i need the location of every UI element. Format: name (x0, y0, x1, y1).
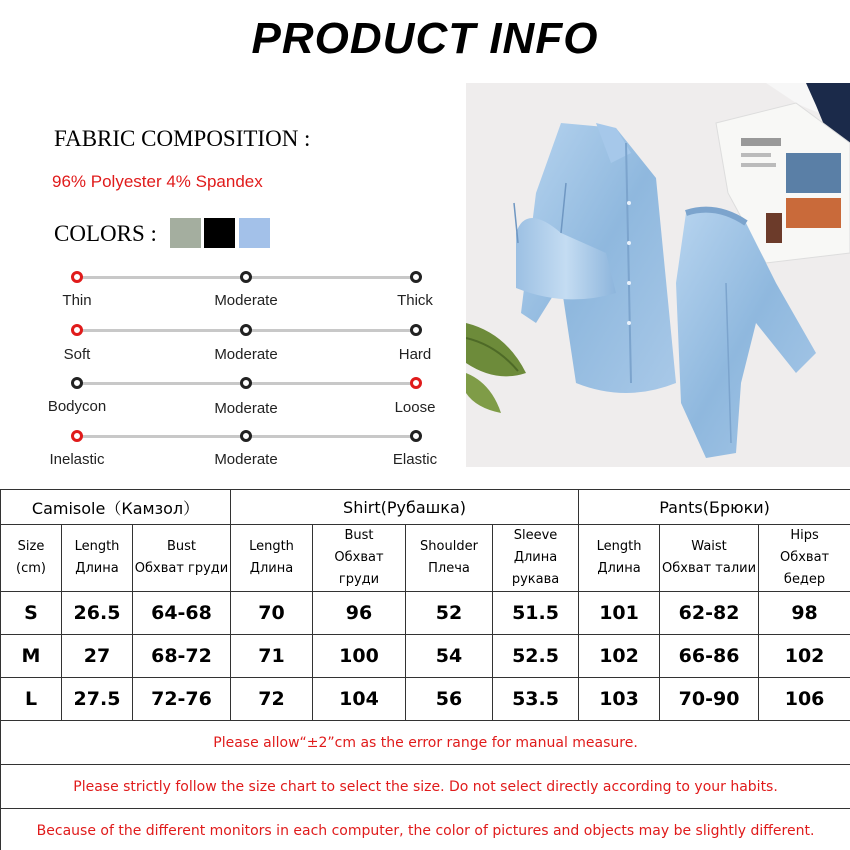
column-header: Sleeve Длина рукава (493, 525, 579, 592)
scale-dot-right (410, 430, 422, 442)
scale-dot-right (410, 377, 422, 389)
table-cell: S (1, 592, 62, 635)
table-group-header-row (1, 490, 850, 525)
column-header: Waist Обхват талии (660, 525, 759, 592)
column-header: Size (cm) (1, 525, 62, 592)
table-note-row (1, 809, 850, 850)
scale-dot-left (71, 271, 83, 283)
table-note-row (1, 721, 850, 765)
size-chart-table (0, 489, 850, 850)
scale-label-left: Inelastic (49, 451, 105, 468)
table-cell: 104 (313, 678, 406, 721)
column-header: Length Длина (231, 525, 313, 592)
table-cell: 100 (313, 635, 406, 678)
table-cell: M (1, 635, 62, 678)
table-cell: 52.5 (493, 635, 579, 678)
table-cell: 102 (579, 635, 660, 678)
product-photo-illustration (466, 83, 850, 467)
table-cell: 72 (231, 678, 313, 721)
scale-dot-mid (240, 271, 252, 283)
color-swatch-black (204, 218, 235, 248)
table-cell: 70 (231, 592, 313, 635)
column-header: Bust Обхват груди (313, 525, 406, 592)
table-row (1, 635, 850, 678)
table-cell: 72-76 (133, 678, 231, 721)
scale-label-mid: Moderate (214, 451, 278, 468)
scale-label-left: Thin (62, 292, 92, 309)
color-swatch-green (170, 218, 201, 248)
table-cell: 51.5 (493, 592, 579, 635)
scale-label-right: Loose (394, 399, 436, 416)
table-row (1, 592, 850, 635)
table-column-header-row (1, 525, 850, 592)
column-header: Length Длина (579, 525, 660, 592)
table-cell: L (1, 678, 62, 721)
scale-dot-left (71, 377, 83, 389)
column-header: Shoulder Плеча (406, 525, 493, 592)
table-cell: 96 (313, 592, 406, 635)
table-cell: 62-82 (660, 592, 759, 635)
color-swatch-blue (239, 218, 270, 248)
table-cell: 53.5 (493, 678, 579, 721)
table-cell: 52 (406, 592, 493, 635)
fabric-composition-label: FABRIC COMPOSITION : (54, 126, 311, 151)
table-cell: 54 (406, 635, 493, 678)
table-cell: 68-72 (133, 635, 231, 678)
colors-label: COLORS : (54, 221, 157, 246)
scale-label-left: Bodycon (47, 398, 107, 415)
group-header-camisole: Camisole（Камзол） (1, 490, 231, 525)
column-header: Length Длина (62, 525, 133, 592)
scale-dot-right (410, 271, 422, 283)
column-header: Hips Обхват бедер (759, 525, 850, 592)
table-cell: 26.5 (62, 592, 133, 635)
table-cell: 71 (231, 635, 313, 678)
table-row (1, 678, 850, 721)
table-cell: 103 (579, 678, 660, 721)
scale-dot-left (71, 324, 83, 336)
scale-label-mid: Moderate (214, 400, 278, 417)
table-cell: 27.5 (62, 678, 133, 721)
group-header-pants: Pants(Брюки) (579, 490, 850, 525)
scale-label-right: Elastic (392, 451, 438, 468)
scale-label-left: Soft (63, 346, 91, 363)
note-error-range: Please allow“±2”cm as the error range for manual measure. (1, 721, 850, 765)
scale-label-right: Hard (398, 346, 432, 363)
scale-dot-mid (240, 377, 252, 389)
scale-dot-right (410, 324, 422, 336)
scale-label-mid: Moderate (214, 346, 278, 363)
table-cell: 98 (759, 592, 850, 635)
table-cell: 106 (759, 678, 850, 721)
table-cell: 101 (579, 592, 660, 635)
table-cell: 70-90 (660, 678, 759, 721)
table-note-row (1, 765, 850, 809)
scale-label-mid: Moderate (214, 292, 278, 309)
scale-dot-mid (240, 430, 252, 442)
product-photo (466, 83, 850, 467)
group-header-shirt: Shirt(Рубашка) (231, 490, 579, 525)
note-follow-size-chart: Please strictly follow the size chart to select the size. Do not select directly according to your habits. (1, 765, 850, 809)
table-cell: 56 (406, 678, 493, 721)
scale-dot-mid (240, 324, 252, 336)
scale-dot-left (71, 430, 83, 442)
page-title: PRODUCT INFO (251, 14, 599, 63)
table-cell: 102 (759, 635, 850, 678)
table-cell: 66-86 (660, 635, 759, 678)
note-color-difference: Because of the different monitors in each computer, the color of pictures and objects may be slightly different. (1, 809, 850, 850)
column-header: Bust Обхват груди (133, 525, 231, 592)
table-cell: 27 (62, 635, 133, 678)
table-cell: 64-68 (133, 592, 231, 635)
fabric-composition-value: 96% Polyester 4% Spandex (52, 172, 263, 191)
scale-label-right: Thick (397, 292, 433, 309)
